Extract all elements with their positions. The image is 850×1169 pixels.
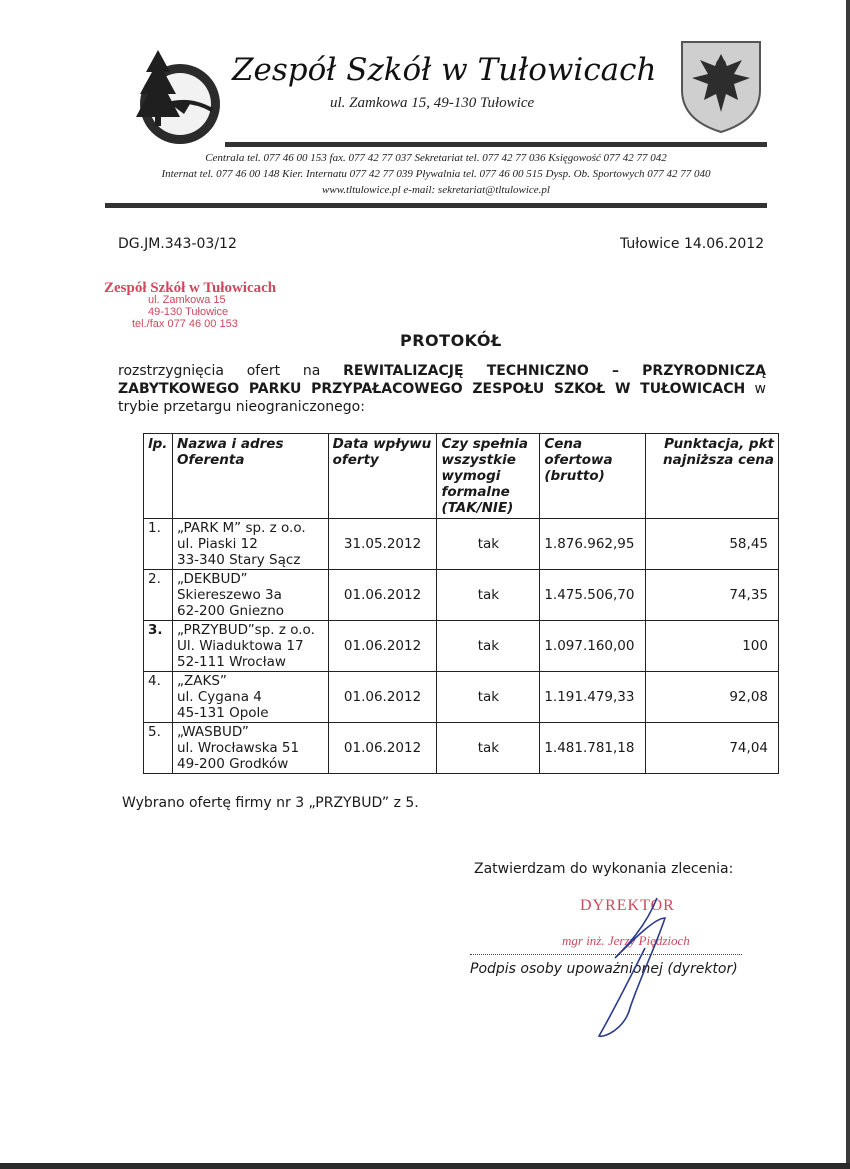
- contact-line-3: www.tltulowice.pl e-mail: sekretariat@tltulowice.pl: [322, 184, 550, 196]
- offeror-street: Ul. Wiaduktowa 17: [176, 638, 304, 654]
- offeror-name: „ZAKS”: [176, 673, 227, 689]
- offeror-name: „PRZYBUD”sp. z o.o.: [176, 622, 315, 638]
- contact-line-1: Centrala tel. 077 46 00 153 fax. 077 42 77 037 Sekretariat tel. 077 42 77 036 Księgowość 077 42 77 042: [205, 152, 667, 164]
- row-lp: 4.: [144, 672, 173, 723]
- contact-line-2: Internat tel. 077 46 00 148 Kier. Internatu 077 42 77 039 Pływalnia tel. 077 46 00 515 Dysp. Ob. Sportowych 077 42 77 040: [161, 168, 711, 180]
- page-edge-bottom: [0, 1163, 850, 1169]
- school-logo-icon: [128, 42, 228, 150]
- row-lp: 3.: [144, 621, 173, 672]
- offeror-street: ul. Cygana 4: [176, 689, 262, 705]
- approval-text: Zatwierdzam do wykonania zlecenia:: [474, 861, 734, 877]
- offeror-street: ul. Piaski 12: [176, 536, 258, 552]
- school-stamp: [104, 282, 276, 330]
- coat-of-arms-icon: [680, 40, 762, 134]
- stamp-name: Zespół Szkół w Tułowicach: [104, 280, 277, 296]
- signature-caption: Podpis osoby upoważnionej (dyrektor): [470, 961, 738, 977]
- offeror-name: „DEKBUD”: [176, 571, 248, 587]
- intro-subject: REWITALIZACJĘ TECHNICZNO – PRZYRODNICZĄ ZABYTKOWEGO PARKU PRZYPAŁACOWEGO ZESPOŁU SZKOŁ W TUŁOWICACH: [118, 363, 766, 397]
- row-score: 92,08: [646, 672, 779, 723]
- header-formal: Czy spełnia wszystkie wymogi formalne (TAK/NIE): [437, 434, 540, 519]
- row-offeror: [172, 672, 328, 723]
- row-formal: tak: [437, 723, 540, 774]
- table-header-row: [144, 434, 779, 519]
- offeror-city: 62-200 Gniezno: [176, 603, 285, 619]
- row-lp: 5.: [144, 723, 173, 774]
- stamp-phone: tel./fax 077 46 00 153: [132, 318, 238, 330]
- page-edge: [846, 0, 850, 1169]
- table-row: [144, 519, 779, 570]
- header-price: Cena ofertowa (brutto): [540, 434, 646, 519]
- director-stamp-title: DYREKTOR: [580, 897, 675, 914]
- offeror-street: ul. Wrocławska 51: [176, 740, 300, 756]
- reference-number: DG.JM.343-03/12: [118, 236, 237, 252]
- offeror-street: Skiereszewo 3a: [176, 587, 282, 603]
- row-offeror: [172, 723, 328, 774]
- intro-paragraph: [118, 362, 766, 416]
- intro-prefix: rozstrzygnięcia ofert na: [118, 363, 344, 379]
- offeror-city: 33-340 Stary Sącz: [176, 552, 301, 568]
- row-date: 01.06.2012: [328, 723, 437, 774]
- table-row: [144, 723, 779, 774]
- row-offeror: [172, 621, 328, 672]
- row-score: 100: [646, 621, 779, 672]
- intro-suffix: w trybie przetargu nieograniczonego:: [118, 381, 766, 415]
- row-formal: tak: [437, 519, 540, 570]
- row-score: 74,35: [646, 570, 779, 621]
- header-rule-top: [225, 142, 767, 147]
- row-offeror: [172, 570, 328, 621]
- header-rule-bottom: [105, 203, 767, 208]
- document-title: PROTOKÓŁ: [400, 331, 502, 350]
- row-price: 1.191.479,33: [540, 672, 646, 723]
- row-lp: 2.: [144, 570, 173, 621]
- stamp-street: ul. Zamkowa 15: [148, 294, 226, 306]
- director-stamp-name: mgr inż. Jerzy Piędzioch: [562, 933, 690, 948]
- row-lp: 1.: [144, 519, 173, 570]
- offeror-name: „PARK M” sp. z o.o.: [176, 520, 306, 536]
- row-date: 01.06.2012: [328, 570, 437, 621]
- row-formal: tak: [437, 621, 540, 672]
- row-price: 1.097.160,00: [540, 621, 646, 672]
- offeror-name: „WASBUD”: [176, 724, 249, 740]
- row-date: 01.06.2012: [328, 672, 437, 723]
- offeror-city: 45-131 Opole: [176, 705, 269, 721]
- offeror-city: 52-111 Wrocław: [176, 654, 286, 670]
- header-date: Data wpływu oferty: [328, 434, 437, 519]
- offers-table: [143, 433, 779, 774]
- row-price: 1.475.506,70: [540, 570, 646, 621]
- row-formal: tak: [437, 672, 540, 723]
- row-date: 01.06.2012: [328, 621, 437, 672]
- row-offeror: [172, 519, 328, 570]
- row-score: 58,45: [646, 519, 779, 570]
- school-address: ul. Zamkowa 15, 49-130 Tułowice: [330, 95, 535, 111]
- row-price: 1.876.962,95: [540, 519, 646, 570]
- offeror-city: 49-200 Grodków: [176, 756, 289, 772]
- row-formal: tak: [437, 570, 540, 621]
- handwritten-signature: [585, 888, 695, 1048]
- header-name: Nazwa i adres Oferenta: [172, 434, 328, 519]
- header-lp: lp.: [144, 434, 173, 519]
- chosen-offer: Wybrano ofertę firmy nr 3 „PRZYBUD” z 5.: [122, 795, 419, 811]
- row-score: 74,04: [646, 723, 779, 774]
- table-row: [144, 570, 779, 621]
- table-row: [144, 672, 779, 723]
- header-score: Punktacja, pkt najniższa cena: [646, 434, 779, 519]
- row-price: 1.481.781,18: [540, 723, 646, 774]
- row-date: 31.05.2012: [328, 519, 437, 570]
- school-name: Zespół Szkół w Tułowicach: [232, 52, 657, 88]
- table-row: [144, 621, 779, 672]
- document-date: Tułowice 14.06.2012: [620, 236, 765, 252]
- stamp-city: 49-130 Tułowice: [148, 306, 229, 318]
